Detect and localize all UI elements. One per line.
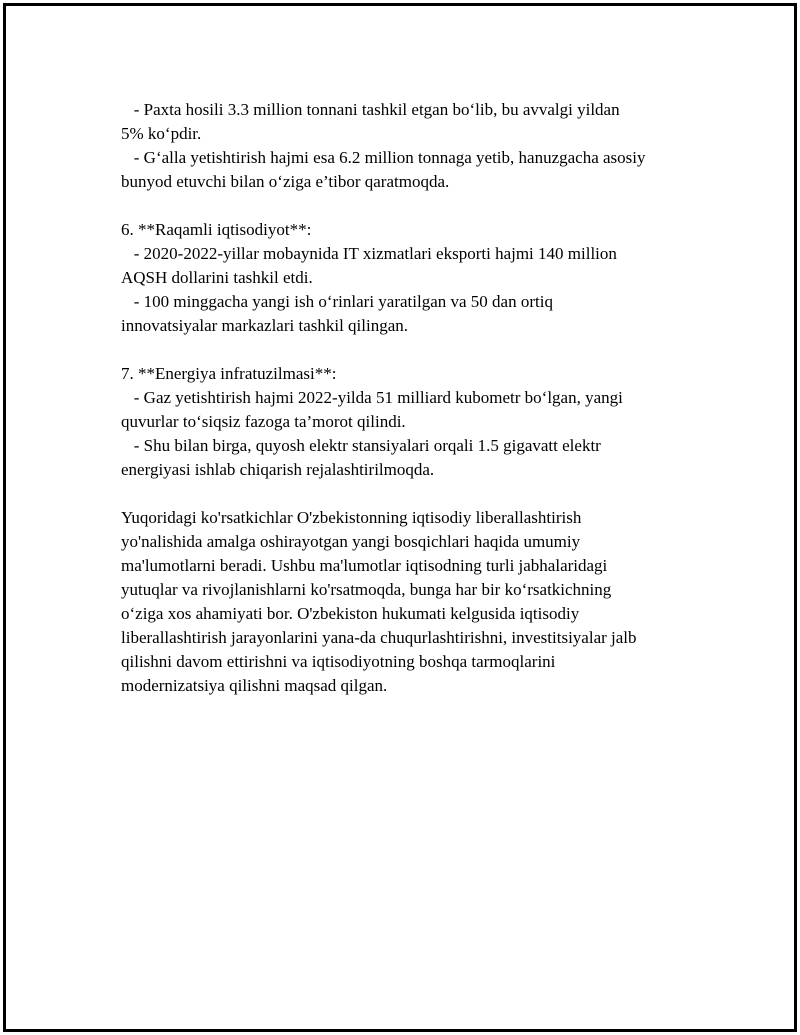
text-line: - G‘alla yetishtirish hajmi esa 6.2 million tonnaga yetib, hanuzgacha asosiy (121, 148, 646, 167)
paragraph-gap (121, 194, 701, 218)
text-line: qilishni davom ettirishni va iqtisodiyotning boshqa tarmoqlarini (121, 652, 556, 671)
paragraph-gap (121, 338, 701, 362)
text-line: 5% ko‘pdir. (121, 124, 202, 143)
text-line: bunyod etuvchi bilan o‘ziga e’tibor qaratmoqda. (121, 172, 450, 191)
text-line: o‘ziga xos ahamiyati bor. O'zbekiston hukumati kelgusida iqtisodiy (121, 604, 580, 623)
text-line: - 2020-2022-yillar mobaynida IT xizmatlari eksporti hajmi 140 million (121, 244, 617, 263)
text-line: yutuqlar va rivojlanishlarni ko'rsatmoqda, bunga har bir ko‘rsatkichning (121, 580, 612, 599)
text-line: - Shu bilan birga, quyosh elektr stansiyalari orqali 1.5 gigavatt elektr (121, 436, 601, 455)
text-line: innovatsiyalar markazlari tashkil qilingan. (121, 316, 409, 335)
paragraph-gap (121, 482, 701, 506)
text-line: energiyasi ishlab chiqarish rejalashtirilmoqda. (121, 460, 435, 479)
text-line: - 100 minggacha yangi ish o‘rinlari yaratilgan va 50 dan ortiq (121, 292, 553, 311)
document-page (3, 3, 797, 1032)
section-heading: 6. **Raqamli iqtisodiyot**: (121, 220, 312, 239)
text-line: - Paxta hosili 3.3 million tonnani tashkil etgan bo‘lib, bu avvalgi yildan (121, 100, 620, 119)
text-line: ma'lumotlarni beradi. Ushbu ma'lumotlar iqtisodning turli jabhalaridagi (121, 556, 608, 575)
section-heading: 7. **Energiya infratuzilmasi**: (121, 364, 337, 383)
text-line: modernizatsiya qilishni maqsad qilgan. (121, 676, 388, 695)
text-line: - Gaz yetishtirish hajmi 2022-yilda 51 milliard kubometr bo‘lgan, yangi (121, 388, 623, 407)
text-line: liberallashtirish jarayonlarini yana-da chuqurlashtirishni, investitsiyalar jalb (121, 628, 637, 647)
text-line: AQSH dollarini tashkil etdi. (121, 268, 313, 287)
document-body (121, 98, 701, 698)
text-line: yo'nalishida amalga oshirayotgan yangi bosqichlari haqida umumiy (121, 532, 581, 551)
text-line: quvurlar to‘siqsiz fazoga ta’morot qilindi. (121, 412, 406, 431)
text-line: Yuqoridagi ko'rsatkichlar O'zbekistonning iqtisodiy liberallashtirish (121, 508, 582, 527)
